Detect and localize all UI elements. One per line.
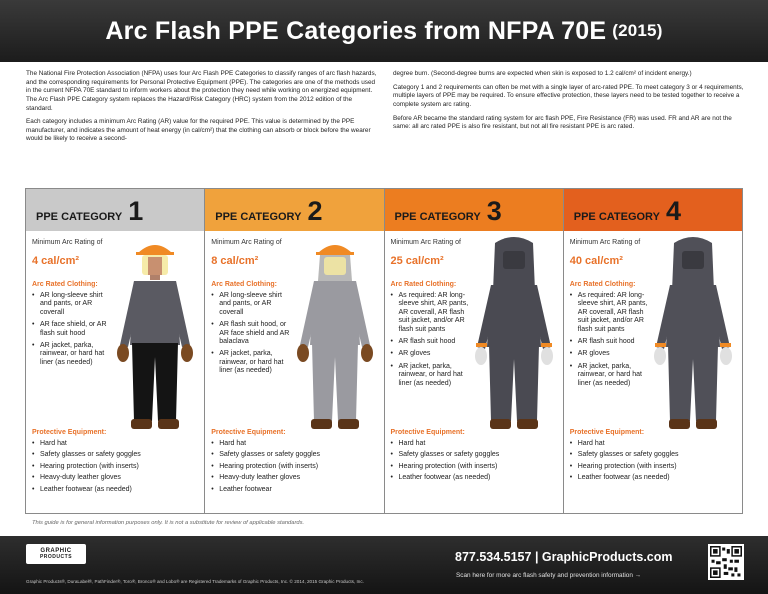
trademark-notice: Graphic Products®, DuraLabel®, PathFinder®, Toro®, Bronco® and Lobo® are Registered Trademarks of Graphic Products, Inc. © 2014, 2015 Graphic Products, Inc. xyxy=(26,579,364,584)
list-item: • Hard hat xyxy=(391,440,561,448)
min-arc-rating-label: Minimum Arc Rating of xyxy=(390,239,461,246)
scan-text: Scan here for more arc flash safety and prevention information xyxy=(456,572,633,579)
equipment-title: Protective Equipment: xyxy=(569,429,645,436)
list-item: • Hearing protection (with inserts) xyxy=(570,463,740,471)
clothing-list xyxy=(391,292,471,388)
logo-line-2: PRODUCTS xyxy=(39,554,73,560)
equipment-list xyxy=(211,440,381,494)
list-item: • Heavy-duty leather gloves xyxy=(32,474,202,482)
protective-equipment-section xyxy=(570,429,740,486)
list-item: • Hard hat xyxy=(211,440,381,448)
list-item: • Leather footwear (as needed) xyxy=(570,474,740,482)
phone-and-website[interactable]: 877.534.5157 | GraphicProducts.com xyxy=(455,550,673,564)
category-label: PPE CATEGORY xyxy=(573,211,660,223)
equipment-list xyxy=(570,440,740,483)
intro-text xyxy=(26,70,746,186)
list-item: • AR flash suit hood xyxy=(391,338,471,346)
equipment-title: Protective Equipment: xyxy=(32,429,107,436)
category-header xyxy=(26,189,204,231)
min-arc-rating-label: Minimum Arc Rating of xyxy=(32,239,103,246)
ppe-category-3 xyxy=(385,189,564,513)
category-header xyxy=(205,189,383,231)
arrow-right-icon: → xyxy=(634,572,642,579)
category-body xyxy=(26,231,204,515)
list-item: • Heavy-duty leather gloves xyxy=(211,474,381,482)
clothing-title: Arc Rated Clothing: xyxy=(569,281,636,288)
list-item: • AR jacket, parka, rainwear, or hard hat liner (as needed) xyxy=(211,350,291,375)
list-item: • Hearing protection (with inserts) xyxy=(211,463,381,471)
category-header xyxy=(564,189,742,231)
list-item: • As required: AR long-sleeve shirt, AR pants, AR coverall, AR flash suit jacket, and/or AR flash suit pants xyxy=(391,292,471,334)
intro-paragraph: degree burn. (Second-degree burns are expected when skin is exposed to 1.2 cal/cm² of incident energy.) xyxy=(393,70,692,77)
list-item: • Hearing protection (with inserts) xyxy=(32,463,202,471)
intro-paragraph: Each category includes a minimum Arc Rating (AR) value for the required PPE. This value is determined by the PPE manufacturer, and indicates the amount of heat energy (in cal/cm²) that the clothing can absorb or block before the wearer would be likely to receive a second- xyxy=(26,118,371,143)
category-body xyxy=(205,231,383,515)
protective-equipment-section xyxy=(391,429,561,486)
category-number: 4 xyxy=(665,196,681,226)
arc-rating-value: 8 cal/cm² xyxy=(211,255,259,267)
category-label: PPE CATEGORY xyxy=(215,211,302,223)
clothing-title: Arc Rated Clothing: xyxy=(32,281,98,288)
list-item: • AR face shield, or AR flash suit hood xyxy=(32,321,112,338)
list-item: • AR flash suit hood, or AR face shield and AR balaclava xyxy=(211,321,291,346)
intro-paragraph: Category 1 and 2 requirements can often be met with a single layer of arc-rated PPE. To meet category 3 or 4 requirements, multiple layers of PPE may be required. To ensure effective protection, these layers need to be tested together to receive a complete system arc rating. xyxy=(393,83,744,108)
clothing-title: Arc Rated Clothing: xyxy=(390,281,457,288)
graphic-products-logo[interactable] xyxy=(26,544,86,572)
footer xyxy=(0,536,768,594)
list-item: • AR long-sleeve shirt and pants, or AR coverall xyxy=(32,292,112,317)
category-number: 1 xyxy=(128,196,144,226)
list-item: • Hearing protection (with inserts) xyxy=(391,463,561,471)
list-item: • AR jacket, parka, rainwear, or hard hat liner (as needed) xyxy=(570,363,650,388)
equipment-title: Protective Equipment: xyxy=(211,429,286,436)
header-banner xyxy=(0,0,768,62)
logo-badge xyxy=(26,544,86,564)
worker-figure-category-3 xyxy=(469,235,559,435)
clothing-list xyxy=(211,292,291,376)
intro-column-right xyxy=(393,70,746,186)
category-number: 3 xyxy=(486,196,502,226)
ppe-category-2 xyxy=(205,189,384,513)
list-item: • AR long-sleeve shirt and pants, or AR coverall xyxy=(211,292,291,317)
equipment-list xyxy=(32,440,202,494)
ppe-category-4 xyxy=(564,189,742,513)
category-label: PPE CATEGORY xyxy=(394,211,481,223)
scan-prompt xyxy=(456,572,641,579)
min-arc-rating-label: Minimum Arc Rating of xyxy=(211,239,282,246)
list-item: • AR gloves xyxy=(391,350,471,358)
list-item: • Hard hat xyxy=(32,440,202,448)
ppe-category-1 xyxy=(26,189,205,513)
list-item: • AR gloves xyxy=(570,350,650,358)
intro-paragraph: Before AR became the standard rating system for arc flash PPE, Fire Resistance (FR) was used. FR and AR are not the same: all arc rated PPE is also fire resistant, but not all fire resistant PPE is arc rated. xyxy=(393,114,732,131)
clothing-list xyxy=(570,292,650,388)
list-item: • Safety glasses or safety goggles xyxy=(211,451,381,459)
list-item: • AR jacket, parka, rainwear, or hard hat liner (as needed) xyxy=(391,363,471,388)
equipment-list xyxy=(391,440,561,483)
clothing-title: Arc Rated Clothing: xyxy=(211,281,277,288)
intro-column-left xyxy=(26,70,379,186)
category-body xyxy=(385,231,563,515)
list-item: • Safety glasses or safety goggles xyxy=(391,451,561,459)
arc-rating-value: 25 cal/cm² xyxy=(390,255,444,267)
list-item: • AR jacket, parka, rainwear, or hard hat liner (as needed) xyxy=(32,342,112,367)
min-arc-rating-label: Minimum Arc Rating of xyxy=(569,239,641,246)
worker-figure-category-4 xyxy=(648,235,738,435)
category-body xyxy=(564,231,742,515)
list-item: • As required: AR long-sleeve shirt, AR pants, AR coverall, AR flash suit jacket, and/or AR flash suit pants xyxy=(570,292,650,334)
worker-figure-category-2 xyxy=(290,235,380,435)
list-item: • Leather footwear (as needed) xyxy=(32,486,202,494)
ppe-category-table xyxy=(25,188,743,514)
list-item: • Leather footwear (as needed) xyxy=(391,474,561,482)
clothing-list xyxy=(32,292,112,367)
list-item: • Safety glasses or safety goggles xyxy=(570,451,740,459)
category-label: PPE CATEGORY xyxy=(36,211,123,223)
list-item: • Leather footwear xyxy=(211,486,381,494)
list-item: • Hard hat xyxy=(570,440,740,448)
category-number: 2 xyxy=(307,196,323,226)
equipment-title: Protective Equipment: xyxy=(390,429,465,436)
page-title-year: (2015) xyxy=(612,21,663,40)
protective-equipment-section xyxy=(32,429,202,497)
disclaimer: This guide is for general information purposes only. It is not a substitute for review of applicable standards. xyxy=(32,520,305,526)
list-item: • AR flash suit hood xyxy=(570,338,650,346)
qr-code-icon[interactable] xyxy=(708,544,744,580)
worker-figure-category-1 xyxy=(110,235,200,435)
page-title: Arc Flash PPE Categories from NFPA 70E xyxy=(105,16,607,45)
intro-paragraph: The National Fire Protection Association (NFPA) uses four Arc Flash PPE Categories to classify ranges of arc flash hazards, and the corresponding requirements for Personal Protective Equipment (PPE). The categories are one of the methods used in the current NFPA 70E standard to inform workers about the protection they need while working on energized equipment. The Arc Flash PPE Category system replaces the Hazard/Risk Category (HRC) system from the 2012 edition of the standard. xyxy=(26,70,377,112)
arc-rating-value: 40 cal/cm² xyxy=(569,255,623,267)
category-header xyxy=(385,189,563,231)
protective-equipment-section xyxy=(211,429,381,497)
list-item: • Safety glasses or safety goggles xyxy=(32,451,202,459)
arc-rating-value: 4 cal/cm² xyxy=(32,255,80,267)
logo-line-1: GRAPHIC xyxy=(40,548,72,554)
